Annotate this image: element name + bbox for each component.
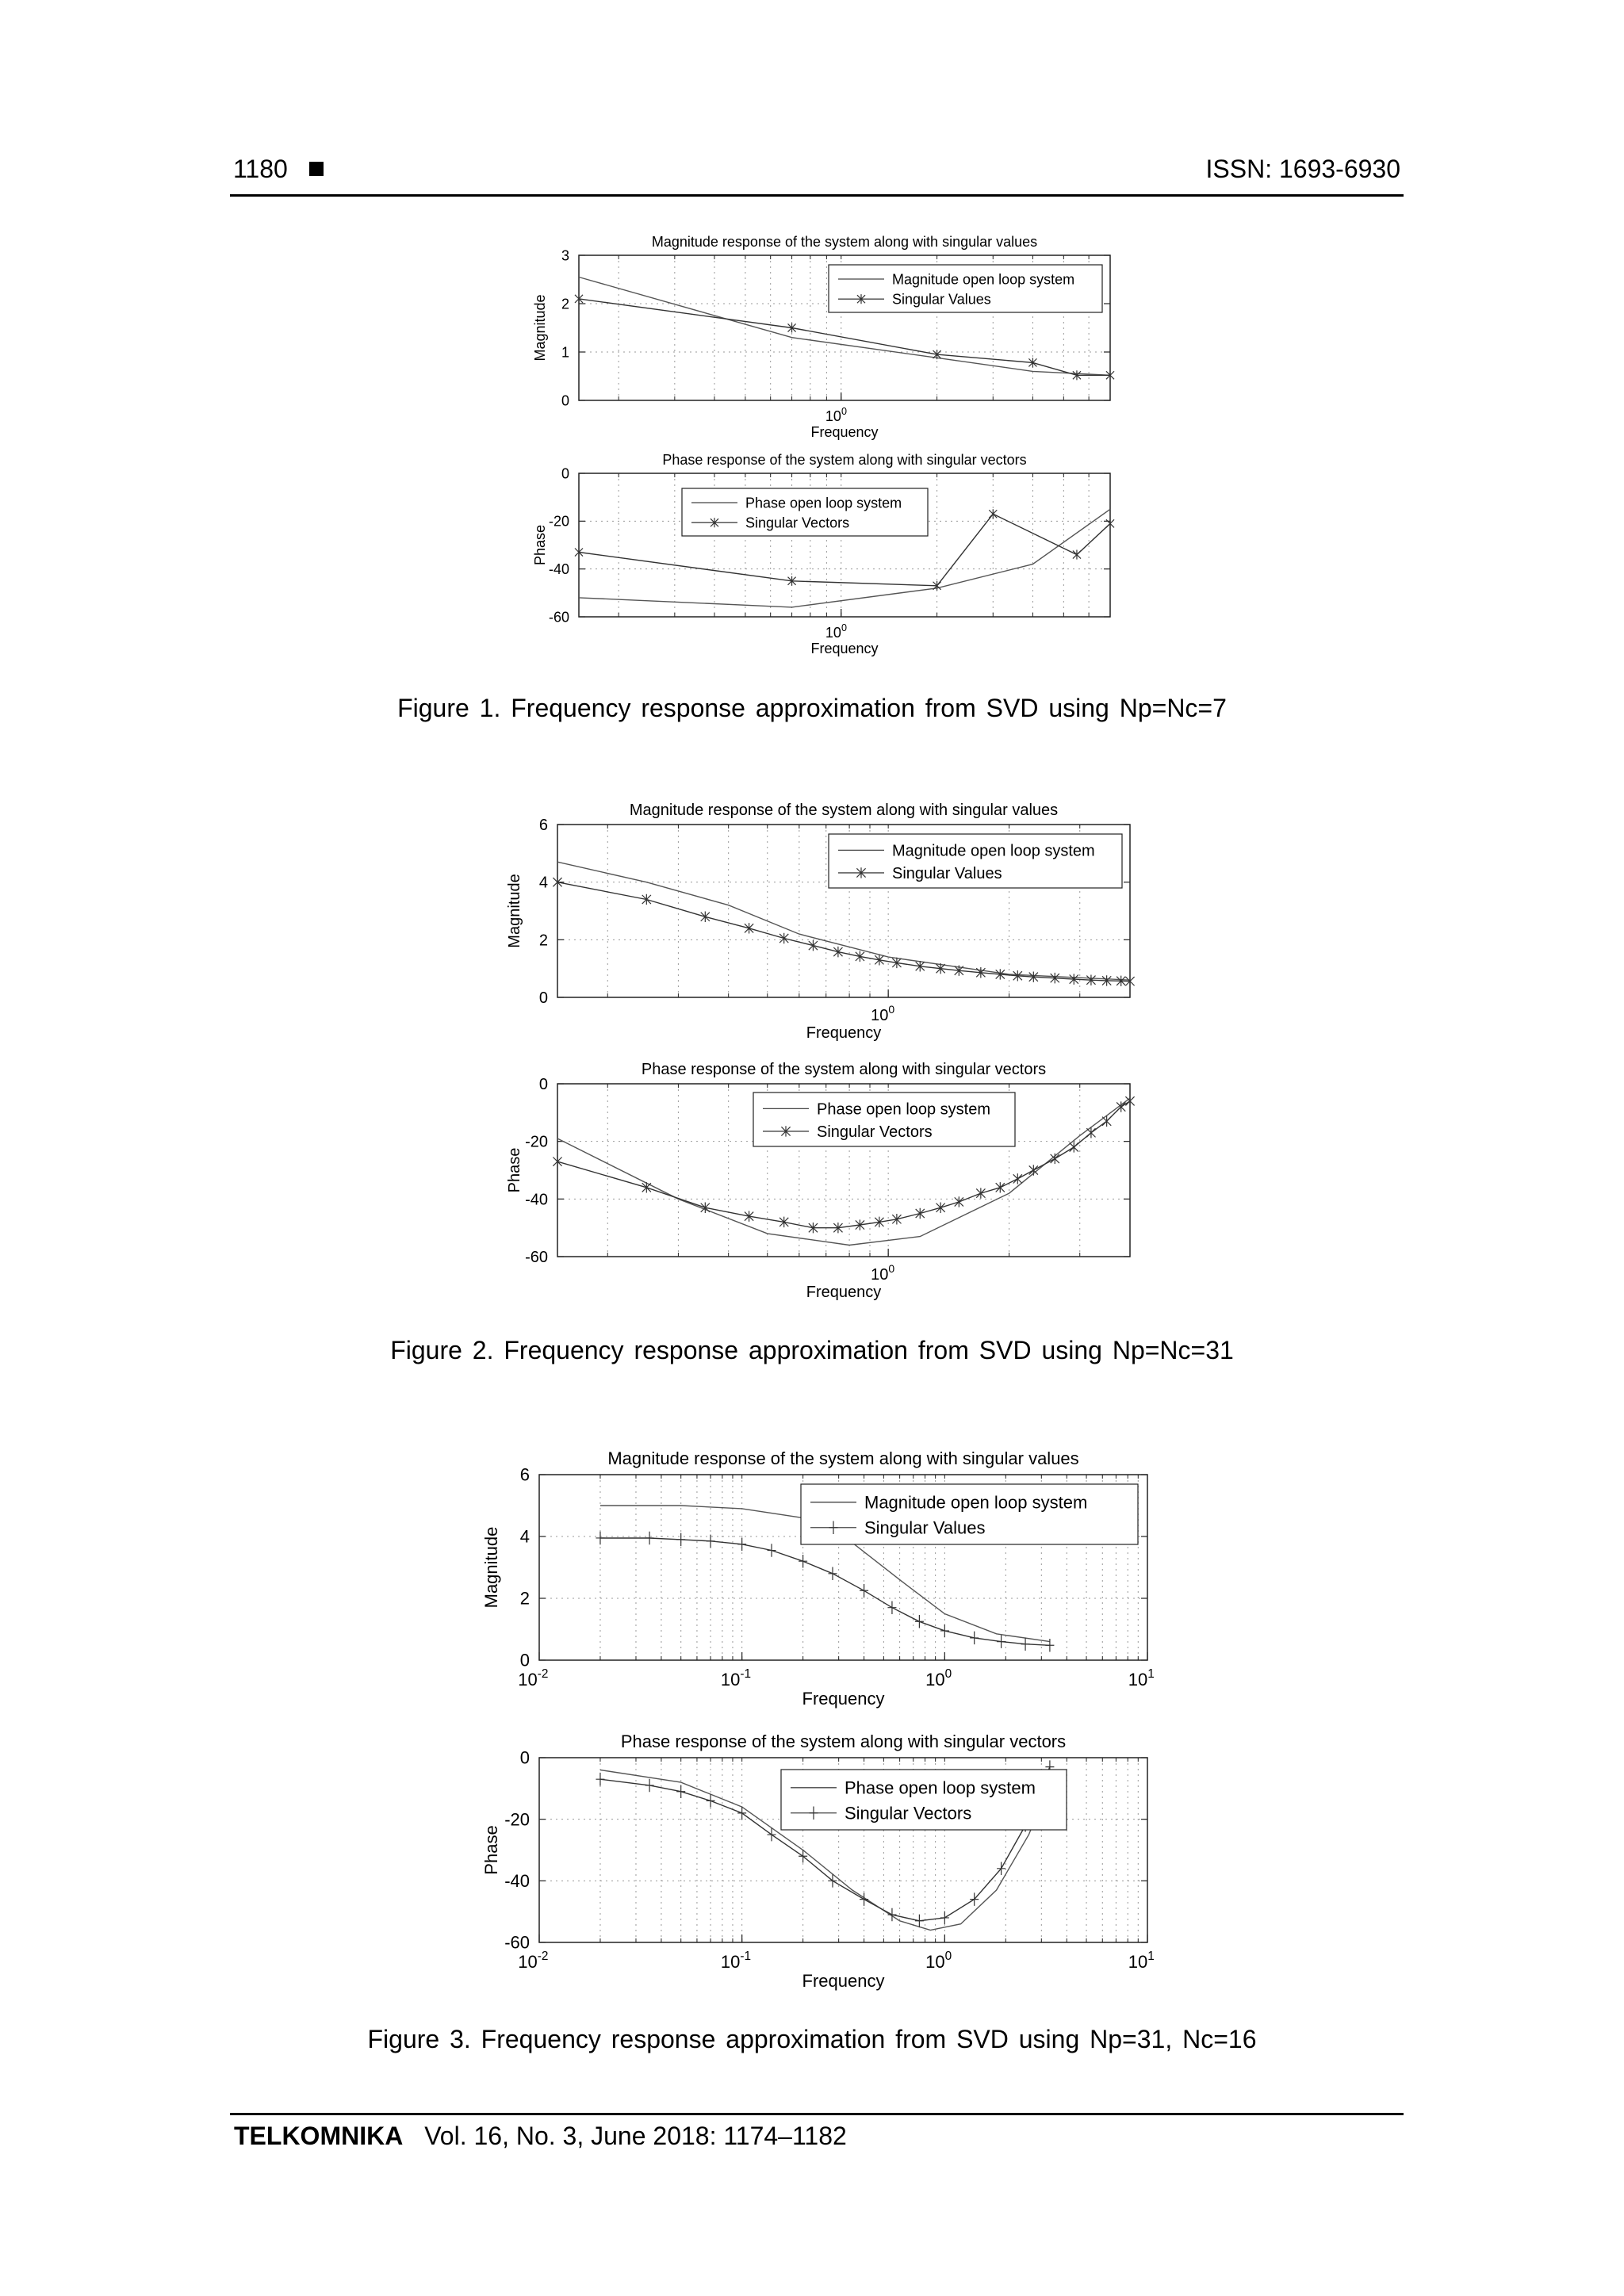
y-tick-label: -40 [525, 1191, 548, 1209]
y-tick-label: -20 [548, 513, 569, 530]
x-tick-label: $10^0$ [871, 1262, 895, 1284]
y-axis-label: Phase [506, 1147, 523, 1193]
figure-1-chart-phase [532, 452, 1114, 656]
figure-3-caption: Figure 3. Frequency response approximation from SVD using Np=31, Nc=16 [367, 2025, 1257, 2053]
chart-title: Magnitude response of the system along with singular values [607, 1448, 1079, 1468]
issn: ISSN: 1693-6930 [1205, 155, 1400, 183]
figure-2-chart-magnitude [506, 802, 1135, 1042]
x-tick-label: $10^{-1}$ [720, 1950, 752, 1972]
y-tick-label: -60 [504, 1932, 530, 1953]
x-tick-label: $10^{-1}$ [720, 1667, 752, 1689]
x-tick-label: $10^0$ [925, 1950, 952, 1972]
page-footer [234, 2122, 847, 2151]
y-axis-label: Phase [481, 1825, 502, 1875]
y-tick-label: -40 [548, 561, 569, 577]
journal-name: TELKOMNIKA [234, 2122, 404, 2150]
y-tick-label: -40 [504, 1871, 530, 1892]
legend-label: Phase open loop system [817, 1100, 991, 1119]
figure-1-chart-magnitude [532, 234, 1114, 440]
y-tick-label: 0 [561, 392, 569, 409]
legend-label: Magnitude open loop system [892, 842, 1095, 860]
y-axis-label: Magnitude [481, 1526, 502, 1609]
x-tick-label: $10^0$ [871, 1003, 895, 1024]
journal-citation: Vol. 16, No. 3, June 2018: 1174–1182 [424, 2122, 847, 2150]
page-number: 1180 [233, 155, 288, 183]
x-tick-label: $10^0$ [925, 1667, 952, 1689]
y-tick-label: 3 [561, 247, 569, 264]
x-tick-label: $10^{-2}$ [518, 1667, 549, 1689]
x-axis-label: Frequency [810, 640, 879, 656]
legend-label: Singular Vectors [845, 1803, 972, 1823]
x-axis-label: Frequency [802, 1971, 885, 1992]
legend-label: Singular Vectors [745, 515, 850, 531]
figure-3-chart-phase [481, 1732, 1155, 1991]
legend-label: Singular Values [892, 864, 1002, 882]
x-tick-label: $10^{-2}$ [518, 1950, 549, 1972]
footer-rule [230, 2113, 1404, 2115]
chart-title: Phase response of the system along with singular vectors [620, 1731, 1067, 1751]
x-axis-label: Frequency [810, 423, 879, 440]
x-tick-label: $10^1$ [1128, 1667, 1155, 1689]
chart-title: Phase response of the system along with singular vectors [641, 1061, 1047, 1078]
figure-1-caption: Figure 1. Frequency response approximation from SVD using Np=Nc=7 [397, 694, 1227, 722]
legend-label: Singular Values [864, 1517, 986, 1538]
figure-2-caption: Figure 2. Frequency response approximation from SVD using Np=Nc=31 [390, 1336, 1234, 1364]
y-tick-label: 6 [538, 817, 548, 834]
y-axis-label: Magnitude [531, 294, 548, 362]
x-tick-label: $10^0$ [825, 622, 847, 641]
y-tick-label: 2 [538, 932, 548, 950]
y-tick-label: 0 [519, 1650, 530, 1670]
y-tick-label: 0 [561, 465, 569, 482]
y-tick-label: 4 [538, 874, 548, 892]
y-tick-label: 0 [538, 1076, 548, 1093]
y-tick-label: 1 [561, 344, 569, 361]
figure-3-chart-magnitude [481, 1448, 1155, 1709]
legend-label: Phase open loop system [845, 1777, 1036, 1798]
y-tick-label: 2 [519, 1588, 530, 1609]
legend-label: Singular Values [892, 291, 991, 308]
chart-title: Magnitude response of the system along with singular values [651, 234, 1038, 251]
legend-label: Magnitude open loop system [864, 1492, 1088, 1513]
x-tick-label: $10^1$ [1128, 1950, 1155, 1972]
y-tick-label: 6 [519, 1464, 530, 1485]
x-axis-label: Frequency [806, 1284, 882, 1301]
y-tick-label: -60 [525, 1249, 548, 1266]
y-tick-label: -20 [525, 1133, 548, 1151]
legend-label: Singular Vectors [817, 1123, 933, 1141]
y-tick-label: -20 [504, 1809, 530, 1830]
chart-title: Magnitude response of the system along with singular values [629, 802, 1059, 819]
y-tick-label: 2 [561, 296, 569, 312]
figure-2-chart-phase [506, 1061, 1135, 1301]
y-tick-label: 0 [519, 1747, 530, 1768]
y-tick-label: 0 [538, 989, 548, 1007]
x-axis-label: Frequency [806, 1024, 882, 1042]
x-axis-label: Frequency [802, 1689, 885, 1709]
chart-title: Phase response of the system along with singular vectors [662, 452, 1027, 469]
y-tick-label: -60 [548, 609, 569, 626]
legend-label: Phase open loop system [745, 495, 902, 511]
x-tick-label: $10^0$ [825, 406, 847, 425]
y-axis-label: Phase [531, 524, 548, 566]
y-axis-label: Magnitude [506, 874, 523, 948]
y-tick-label: 4 [519, 1526, 530, 1547]
legend-label: Magnitude open loop system [892, 271, 1075, 288]
